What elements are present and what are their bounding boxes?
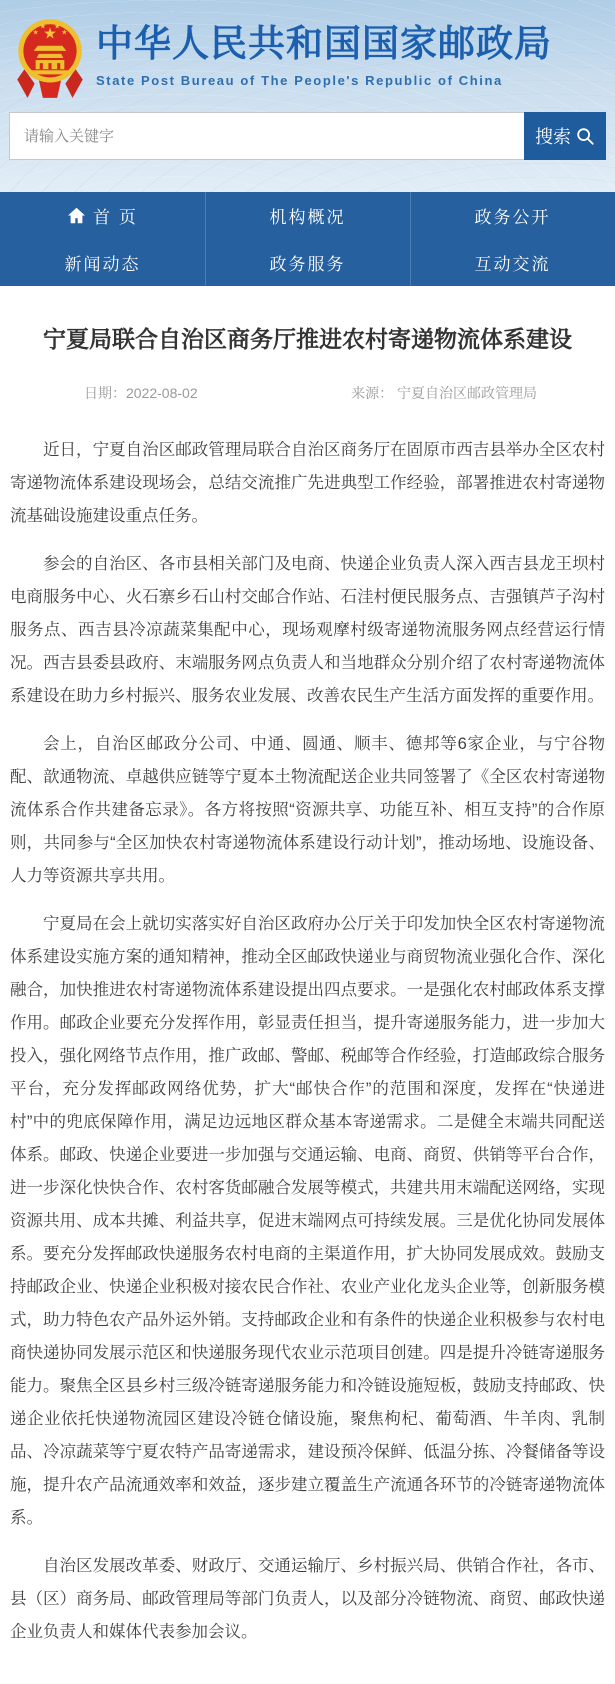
site-title: 中华人民共和国国家邮政局: [96, 23, 552, 65]
article-title: 宁夏局联合自治区商务厅推进农村寄递物流体系建设: [43, 326, 572, 352]
article: [0, 286, 615, 1684]
svg-text:★: ★: [39, 21, 47, 31]
nav-item-label: 互动交流: [474, 255, 551, 274]
nav-item-label: 政务公开: [474, 208, 551, 227]
nav-item-label: 政务服务: [269, 255, 346, 274]
nav-item-gov-disclosure[interactable]: [410, 192, 615, 239]
nav-item-org-overview[interactable]: [205, 192, 410, 239]
source-label: 来源：: [351, 385, 394, 402]
nav-item-label: 首 页: [93, 208, 138, 227]
article-date: [84, 383, 198, 403]
nav-divider: [205, 192, 206, 286]
svg-text:★: ★: [43, 24, 57, 43]
date-value: 2022-08-02: [126, 385, 198, 402]
article-paragraph: 会上，自治区邮政分公司、中通、圆通、顺丰、德邦等6家企业，与宁谷物配、歆通物流、卓越供应链等宁夏本土物流配送企业共同签署了《全区农村寄递物流体系合作共建备忘录》。各方将按照“资源共享、功能互补、相互支持”的合作原则，共同参与“全区加快农村寄递物流体系建设行动计划”，推动场地、设施设备、人力等资源共享共用。: [10, 735, 605, 886]
source-value: 宁夏自治区邮政管理局: [397, 385, 537, 402]
nav-item-label: 新闻动态: [64, 255, 141, 274]
nav-item-gov-services[interactable]: [205, 239, 410, 286]
search-icon: [575, 126, 595, 146]
search-button[interactable]: [524, 112, 606, 160]
national-emblem-logo[interactable]: [16, 14, 84, 102]
svg-text:★: ★: [61, 27, 68, 37]
site-title-english: State Post Bureau of The People's Republic of China: [96, 72, 503, 88]
home-icon: [67, 207, 86, 224]
article-source: [351, 383, 537, 403]
article-body: [0, 403, 615, 1649]
article-paragraph: 近日，宁夏自治区邮政管理局联合自治区商务厅在固原市西吉县举办全区农村寄递物流体系建设现场会，总结交流推广先进典型工作经验，部署推进农村寄递物流基础设施建设重点任务。: [10, 441, 605, 526]
nav-divider: [410, 192, 411, 286]
svg-text:★: ★: [53, 21, 61, 31]
main-nav: [0, 192, 615, 286]
search-button-label: 搜索: [535, 127, 571, 147]
search-bar: [0, 102, 615, 160]
article-paragraph: 宁夏局在会上就切实落实好自治区政府办公厅关于印发加快全区农村寄递物流体系建设实施方案的通知精神，推动全区邮政快递业与商贸物流业强化合作、深化融合，加快推进农村寄递物流体系建设提出四点要求。一是强化农村邮政体系支撑作用。邮政企业要充分发挥作用，彰显责任担当，提升寄递服务能力，进一步加大投入，强化网络节点作用，推广政邮、警邮、税邮等合作经验，打造邮政综合服务平台，充分发挥邮政网络优势，扩大“邮快合作”的范围和深度，发挥在“快递进村”中的兜底保障作用，满足边远地区群众基本寄递需求。二是健全末端共同配送体系。邮政、快递企业要进一步加强与交通运输、电商、商贸、供销等平台合作，进一步深化快快合作、农村客货邮融合发展等模式，共建共用末端配送网络，实现资源共用、成本共摊、利益共享，促进末端网点可持续发展。三是优化协同发展体系。要充分发挥邮政快递服务农村电商的主渠道作用，扩大协同发展成效。鼓励支持邮政企业、快递企业积极对接农民合作社、农业产业化龙头企业等，创新服务模式，助力特色农产品外运外销。支持邮政企业和有条件的快递企业积极参与农村电商快递协同发展示范区和快递服务现代农业示范项目创建。四是提升冷链寄递服务能力。聚焦全区县乡村三级冷链寄递服务能力和冷链设施短板，鼓励支持邮政、快递企业依托快递物流园区建设冷链仓储设施，聚焦枸杞、葡萄酒、牛羊肉、乳制品、冷凉蔬菜等宁夏农特产品寄递需求，建设预冷保鲜、低温分拣、冷餐储备等设施，提升农产品流通效率和效益，逐步建立覆盖生产流通各环节的冷链寄递物流体系。: [10, 915, 605, 1528]
brand-text: [96, 24, 603, 88]
article-paragraph: 自治区发展改革委、财政厅、交通运输厅、乡村振兴局、供销合作社，各市、县（区）商务局、邮政管理局等部门负责人，以及部分冷链物流、商贸、邮政快递企业负责人和媒体代表参加会议。: [10, 1557, 605, 1642]
brand-row: [0, 0, 615, 102]
site-header: [0, 0, 615, 192]
nav-item-news[interactable]: [0, 239, 205, 286]
search-input[interactable]: [9, 112, 524, 160]
nav-item-home[interactable]: [0, 192, 205, 239]
nav-item-label: 机构概况: [269, 208, 346, 227]
date-label: 日期：: [84, 385, 126, 402]
article-meta: [0, 383, 615, 403]
svg-text:★: ★: [32, 27, 39, 37]
article-paragraph: 参会的自治区、各市县相关部门及电商、快递企业负责人深入西吉县龙王坝村电商服务中心、火石寨乡石山村交邮合作站、石洼村便民服务点、吉强镇芦子沟村服务点、西吉县冷凉蔬菜集配中心，现场观摩村级寄递物流服务网点经营运行情况。西吉县委县政府、末端服务网点负责人和当地群众分别介绍了农村寄递物流体系建设在助力乡村振兴、服务农业发展、改善农民生产生活方面发挥的重要作用。: [10, 555, 605, 706]
nav-item-interaction[interactable]: [410, 239, 615, 286]
